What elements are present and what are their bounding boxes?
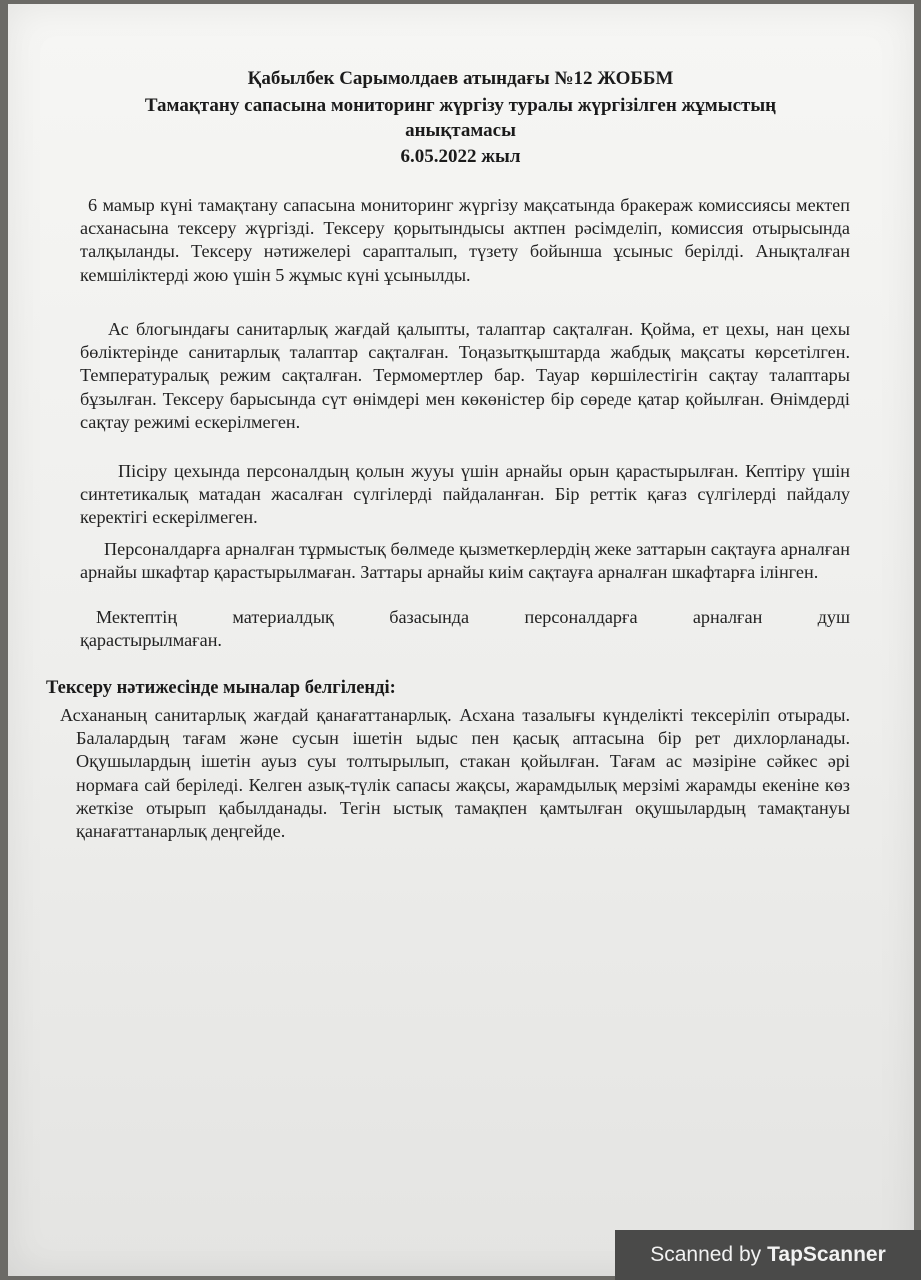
paragraph-staff-room: Персоналдарға арналған тұрмыстық бөлмеде қызметкерлердің жеке заттарын сақтауға арналған арнайы шкафтар қарастырылмаған. Заттары арнайы киім сақтауға арналған шкафтарға ілінген.	[80, 539, 850, 583]
paragraph-cooking-shop: Пісіру цехында персоналдың қолын жууы үшін арнайы орын қарастырылған. Кептіру үшін синтетикалық матадан жасалған сүлгілерді пайдаланған. Бір реттік қағаз сүлгілерді пайдалу керектігі ескерілмеген.	[80, 461, 850, 528]
report-title-heading: Тамақтану сапасына мониторинг жүргізу туралы жүргізілген жұмыстың	[144, 95, 777, 116]
paragraph-inspection-summary: 6 мамыр күні тамақтану сапасына мониторинг жүргізу мақсатында бракераж комиссиясы мектеп асханасына тексеру жүргізді. Тексеру қорытындысы актпен рәсімделіп, комиссия отырысында талқыланды. Тексеру нәтижелері сарапталып, түзету бойынша ұсыныс берілді. Анықталған кемшіліктерді жою үшін 5 жұмыс күні ұсынылды.	[80, 195, 850, 285]
findings-paragraph: Асхананың санитарлық жағдай қанағаттанарлық. Асхана тазалығы күнделікті тексеріліп отырады. Балалардың тағам және сусын ішетін ыдыс пен қасық аптасына бір рет дихлорланады. Оқушылардың ішетін ауыз суы толтырылып, стакан қойылған. Тағам ас мәзіріне сәйкес әрі нормаға сай беріледі. Келген азық-түлік сапасы жақсы, жарамдылық мерзімі жарамды екеніне көз жеткізе отырып қабылданады. Тегін ыстық тамақпен қамтылған оқушылардың тамақтануы қанағаттанарлық деңгейде.	[60, 705, 850, 842]
report-title-heading-continued: анықтамасы	[405, 120, 516, 141]
paragraph-food-block: Ас блогындағы санитарлық жағдай қалыпты, талаптар сақталған. Қойма, ет цехы, нан цехы бөліктерінде санитарлық талаптар сақталған. Тоңазытқыштарда жабдық мақсаты көрсетілген. Температуралық режим сақталған. Термомертлер бар. Тауар көршілестігін сақтау талаптары бұзылған. Тексеру барысында сүт өнімдері мен көкөністер бір сөреде қатар қойылған. Өнімдерді сақтау режимі ескерілмеген.	[80, 319, 850, 432]
paragraph-shower-continued: қарастырылмаған.	[80, 630, 222, 650]
findings-heading: Тексеру нәтижесінде мыналар белгіленді:	[46, 678, 396, 698]
report-date: 6.05.2022 жыл	[400, 146, 521, 167]
paragraph-shower: Мектептің материалдық базасында персоналдарға арналған душ	[96, 607, 850, 627]
scanner-watermark	[615, 1230, 921, 1280]
school-name-heading: Қабылбек Сарымолдаев атындағы №12 ЖОББМ	[247, 68, 674, 89]
watermark-brand: TapScanner	[767, 1243, 886, 1266]
watermark-prefix: Scanned by	[650, 1243, 762, 1266]
